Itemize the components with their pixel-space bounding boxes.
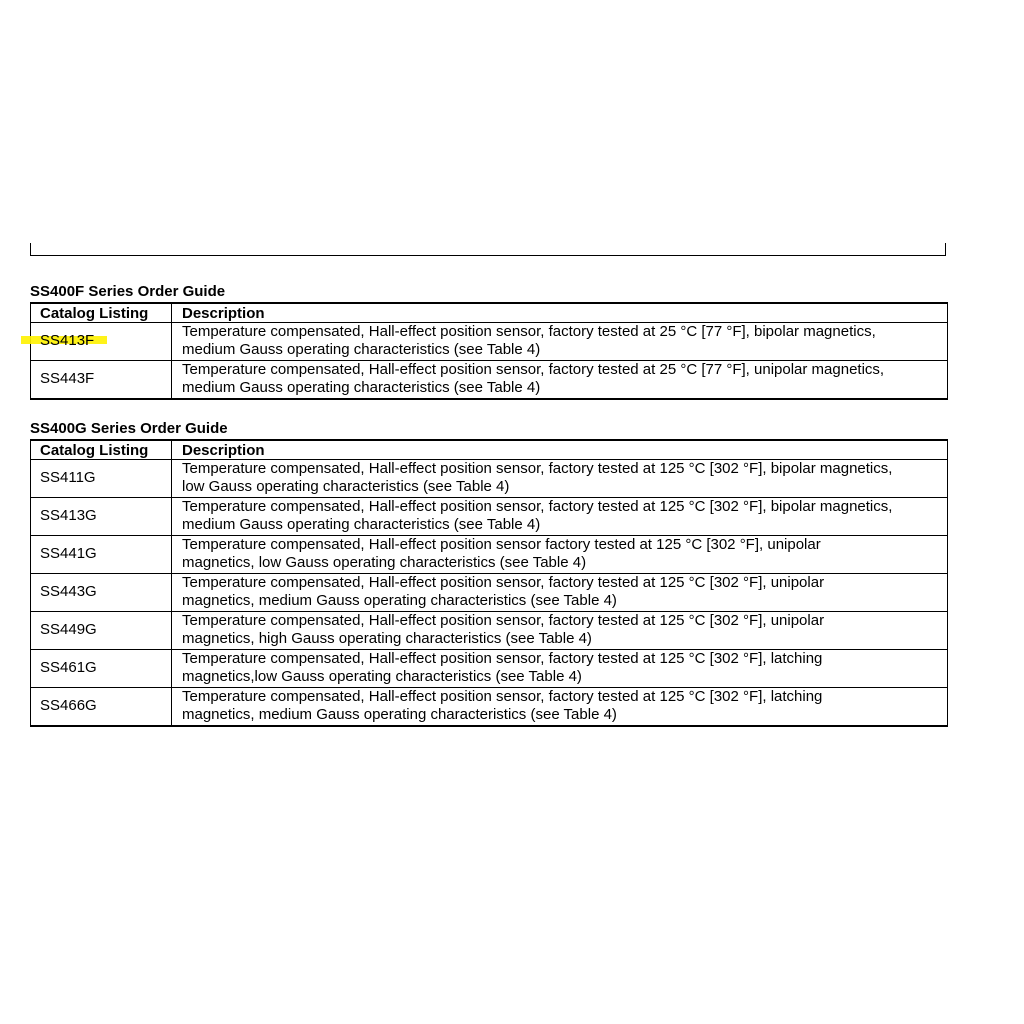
catalog-cell: SS411G [31, 460, 172, 498]
table-row [31, 498, 948, 536]
description-line: Temperature compensated, Hall-effect position sensor, factory tested at 25 °C [77 °F], bipolar magnetics, [182, 323, 876, 340]
ss400g-title: SS400G Series Order Guide [30, 420, 228, 437]
description-line: magnetics, medium Gauss operating characteristics (see Table 4) [182, 706, 617, 723]
ss400g-section [30, 420, 948, 727]
description-header: Description [172, 303, 948, 323]
ss400f-order-table [30, 302, 948, 400]
description-line: Temperature compensated, Hall-effect position sensor factory tested at 125 °C [302 °F], unipolar [182, 536, 821, 553]
top-bracket-line [30, 243, 946, 256]
table-row [31, 460, 948, 498]
description-cell [172, 574, 948, 612]
table-header-row [31, 440, 948, 460]
description-cell [172, 498, 948, 536]
description-line: medium Gauss operating characteristics (see Table 4) [182, 379, 541, 396]
description-line: medium Gauss operating characteristics (see Table 4) [182, 341, 541, 358]
description-line: Temperature compensated, Hall-effect position sensor, factory tested at 25 °C [77 °F], unipolar magnetics, [182, 361, 885, 378]
catalog-cell [31, 323, 172, 361]
table-row [31, 688, 948, 727]
table-row [31, 612, 948, 650]
catalog-cell: SS413G [31, 498, 172, 536]
catalog-listing: SS413F [40, 332, 95, 349]
description-line: low Gauss operating characteristics (see Table 4) [182, 478, 510, 495]
catalog-cell: SS443G [31, 574, 172, 612]
description-cell [172, 460, 948, 498]
description-cell [172, 323, 948, 361]
description-cell [172, 688, 948, 727]
table-header-row [31, 303, 948, 323]
description-line: Temperature compensated, Hall-effect position sensor, factory tested at 125 °C [302 °F], unipolar [182, 612, 825, 629]
catalog-cell: SS461G [31, 650, 172, 688]
table-row [31, 361, 948, 400]
table-row [31, 323, 948, 361]
description-line: Temperature compensated, Hall-effect position sensor, factory tested at 125 °C [302 °F], unipolar [182, 574, 825, 591]
catalog-cell [31, 361, 172, 400]
description-line: magnetics,low Gauss operating characteristics (see Table 4) [182, 668, 582, 685]
description-line: magnetics, high Gauss operating characteristics (see Table 4) [182, 630, 592, 647]
catalog-listing: SS443F [40, 370, 95, 387]
description-cell [172, 361, 948, 400]
table-row [31, 650, 948, 688]
catalog-cell: SS466G [31, 688, 172, 727]
catalog-cell: SS449G [31, 612, 172, 650]
description-line: Temperature compensated, Hall-effect position sensor, factory tested at 125 °C [302 °F], latching [182, 650, 823, 667]
catalog-header: Catalog Listing [31, 440, 172, 460]
description-line: Temperature compensated, Hall-effect position sensor, factory tested at 125 °C [302 °F], latching [182, 688, 823, 705]
catalog-header: Catalog Listing [31, 303, 172, 323]
ss400f-title: SS400F Series Order Guide [30, 283, 226, 300]
description-line: Temperature compensated, Hall-effect position sensor, factory tested at 125 °C [302 °F], bipolar magnetics, [182, 460, 893, 477]
catalog-cell: SS441G [31, 536, 172, 574]
table-row [31, 536, 948, 574]
ss400f-section [30, 283, 948, 400]
description-cell [172, 536, 948, 574]
description-cell [172, 650, 948, 688]
description-header: Description [172, 440, 948, 460]
ss400g-order-table [30, 439, 948, 727]
description-line: magnetics, medium Gauss operating characteristics (see Table 4) [182, 592, 617, 609]
table-row [31, 574, 948, 612]
description-line: medium Gauss operating characteristics (see Table 4) [182, 516, 541, 533]
description-cell [172, 612, 948, 650]
description-line: Temperature compensated, Hall-effect position sensor, factory tested at 125 °C [302 °F], bipolar magnetics, [182, 498, 893, 515]
description-line: magnetics, low Gauss operating characteristics (see Table 4) [182, 554, 587, 571]
